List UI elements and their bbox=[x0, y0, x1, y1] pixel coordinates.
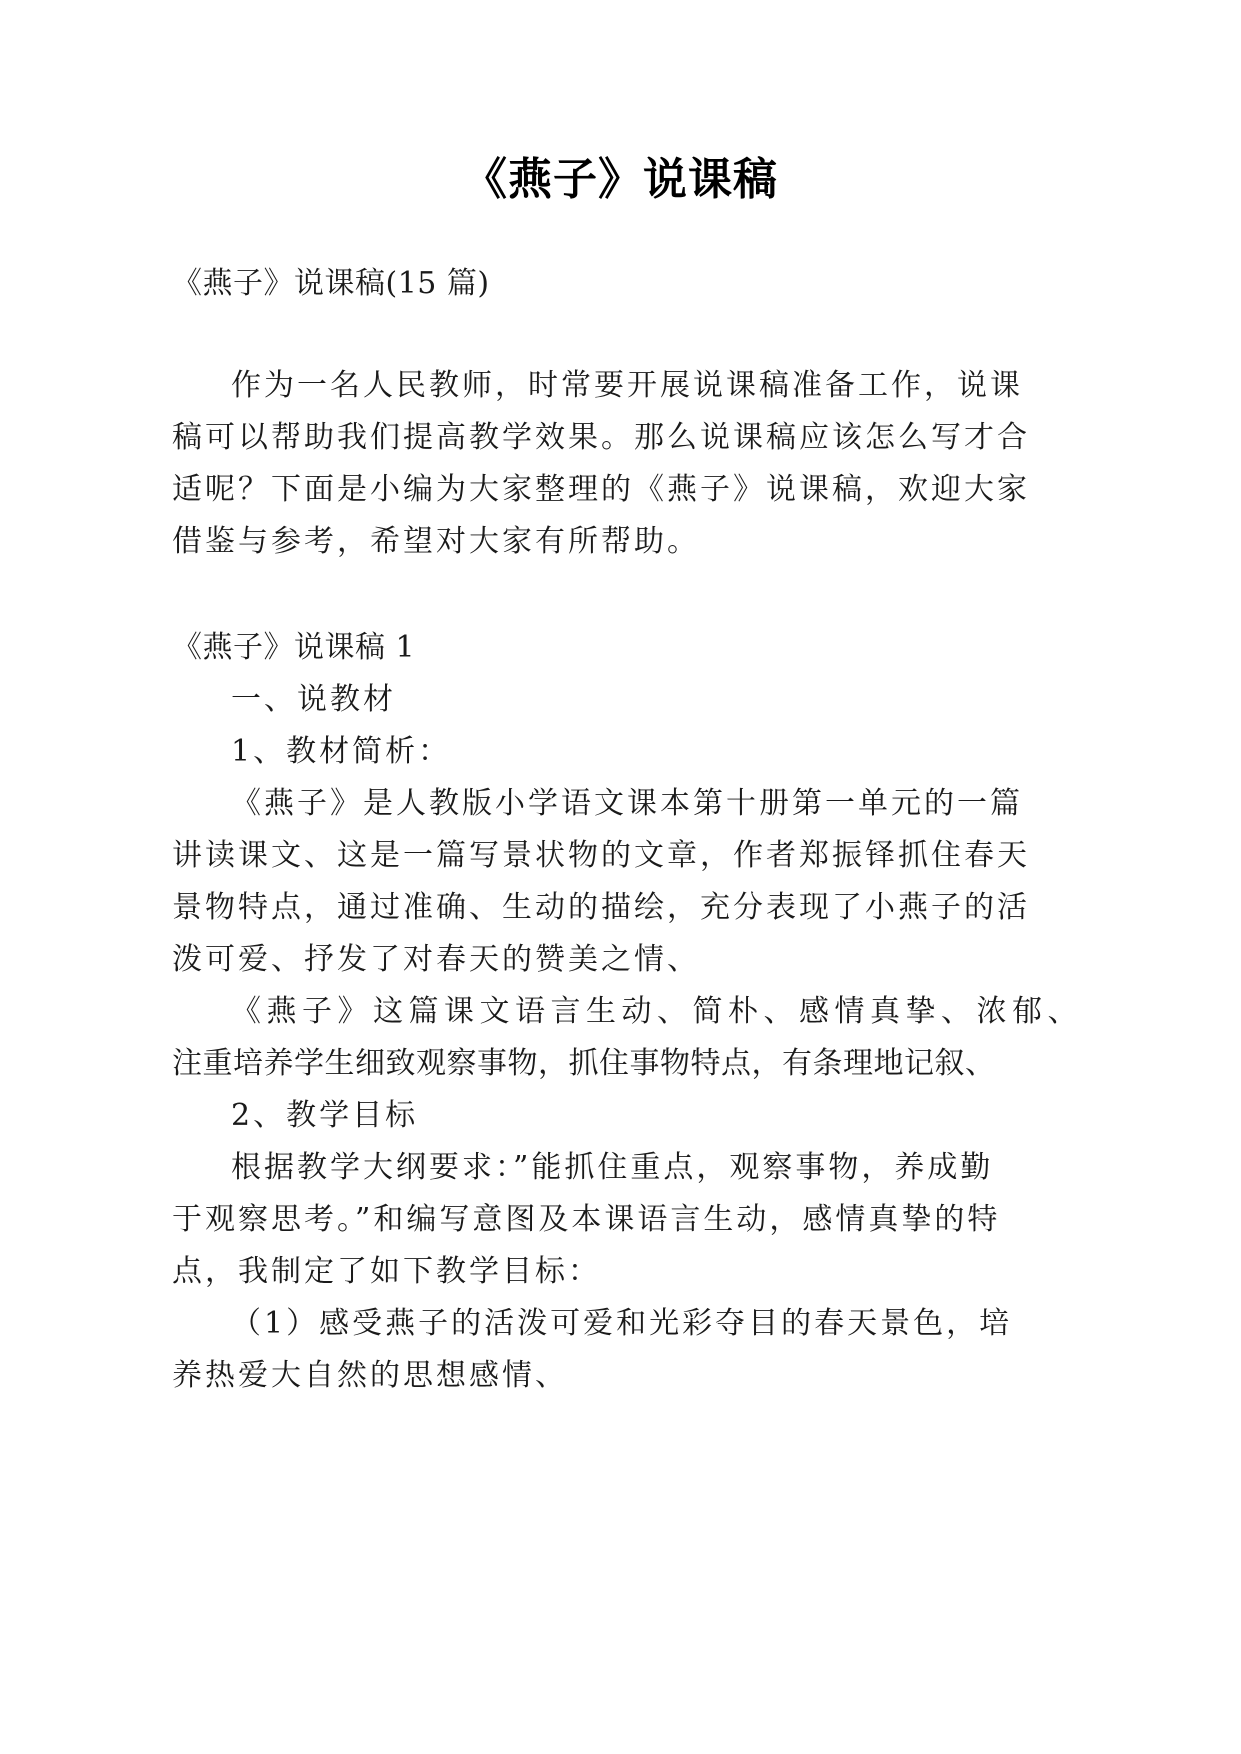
intro-line: 作为一名人民教师，时常要开展说课稿准备工作，说课 bbox=[231, 368, 1023, 403]
intro-line: 适呢？下面是小编为大家整理的《燕子》说课稿，欢迎大家 bbox=[172, 472, 1030, 507]
analysis-line: 景物特点，通过准确、生动的描绘，充分表现了小燕子的活 bbox=[172, 890, 1030, 925]
goal-line: 根据教学大纲要求：”能抓住重点，观察事物，养成勤 bbox=[231, 1150, 994, 1185]
intro-line: 稿可以帮助我们提高教学效果。那么说课稿应该怎么写才合 bbox=[172, 420, 1030, 455]
document-subtitle: 《燕子》说课稿(15 篇) bbox=[172, 266, 490, 301]
goal-item-line: （1）感受燕子的活泼可爱和光彩夺目的春天景色，培 bbox=[231, 1306, 1013, 1341]
intro-line: 借鉴与参考，希望对大家有所帮助。 bbox=[172, 524, 700, 559]
analysis-line: 讲读课文、这是一篇写景状物的文章，作者郑振铎抓住春天 bbox=[172, 838, 1030, 873]
language-line: 《燕子》这篇课文语言生动、简朴、感情真挚、浓郁、 bbox=[231, 994, 1083, 1029]
goal-item-line: 养热爱大自然的思想感情、 bbox=[172, 1358, 568, 1393]
goal-line: 于观察思考。”和编写意图及本课语言生动，感情真挚的特 bbox=[172, 1202, 1001, 1237]
goal-line: 点，我制定了如下教学目标： bbox=[172, 1254, 601, 1289]
section-heading: 《燕子》说课稿 1 bbox=[172, 630, 416, 665]
analysis-line: 泼可爱、抒发了对春天的赞美之情、 bbox=[172, 942, 700, 977]
language-line: 注重培养学生细致观察事物，抓住事物特点，有条理地记叙、 bbox=[172, 1046, 996, 1081]
item-heading: 2、教学目标 bbox=[231, 1098, 419, 1133]
analysis-line: 《燕子》是人教版小学语文课本第十册第一单元的一篇 bbox=[231, 786, 1023, 821]
item-heading: 1、教材简析： bbox=[231, 734, 452, 769]
document-title: 《燕子》说课稿 bbox=[463, 154, 778, 205]
part-heading: 一、说教材 bbox=[231, 682, 396, 717]
